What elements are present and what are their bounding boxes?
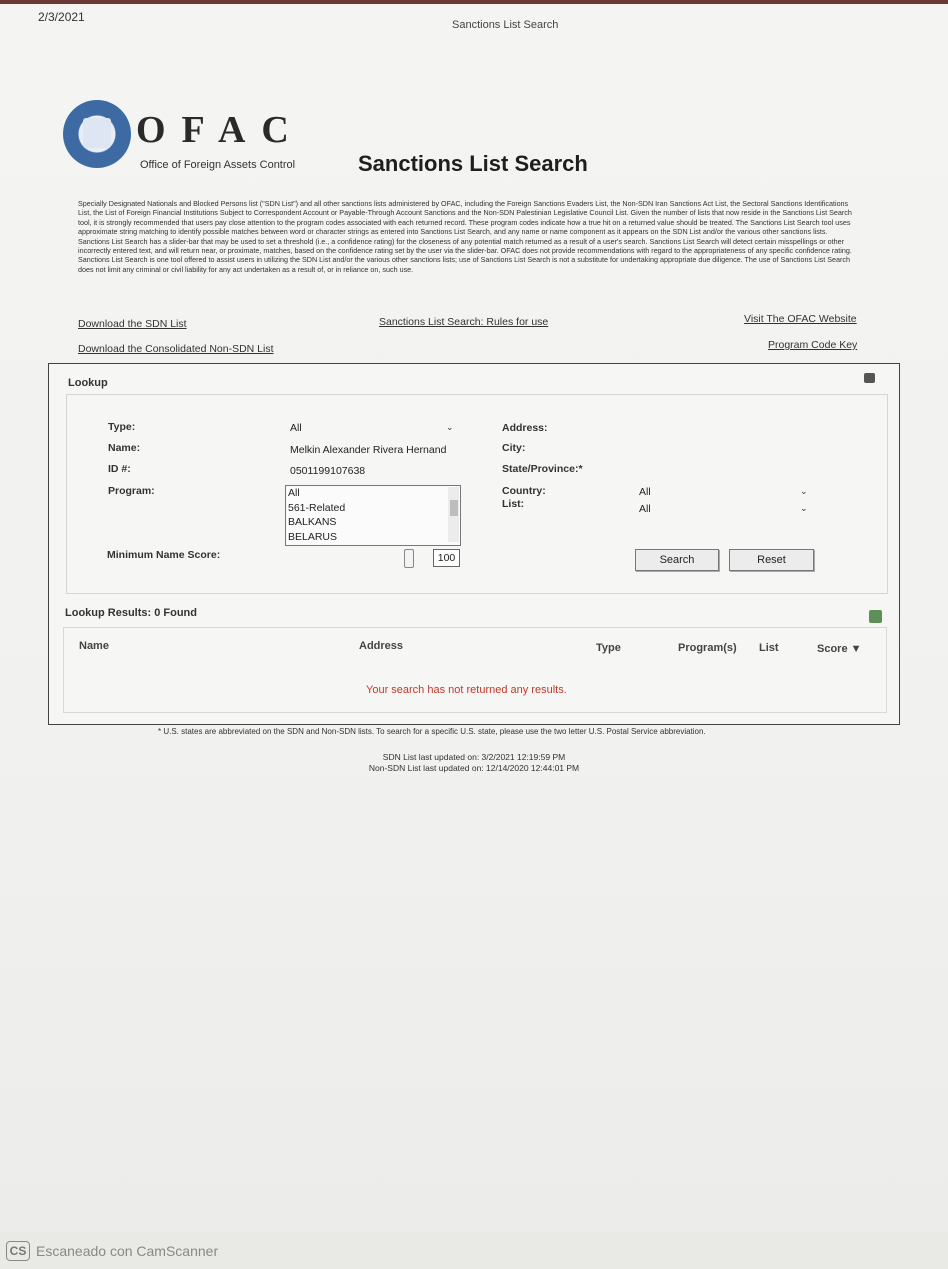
- print-date: 2/3/2021: [38, 10, 85, 24]
- program-listbox[interactable]: [285, 485, 461, 546]
- id-label: ID #:: [108, 463, 131, 475]
- program-option[interactable]: All: [288, 487, 300, 499]
- non-sdn-updated: Non-SDN List last updated on: 12/14/2020 12:44:01 PM: [368, 763, 580, 773]
- address-label: Address:: [502, 422, 548, 434]
- treasury-seal-icon: [63, 100, 131, 168]
- camscanner-logo: CS: [6, 1241, 30, 1261]
- program-option[interactable]: BELARUS: [288, 530, 338, 543]
- country-select[interactable]: All: [639, 486, 651, 498]
- list-select[interactable]: All: [639, 503, 651, 515]
- min-score-label: Minimum Name Score:: [107, 549, 221, 561]
- listbox-scroll-thumb[interactable]: [450, 500, 458, 516]
- no-results-message: Your search has not returned any results.: [366, 684, 567, 696]
- city-label: City:: [502, 442, 526, 454]
- export-excel-icon[interactable]: [869, 610, 882, 623]
- state-footnote: * U.S. states are abbreviated on the SDN and Non-SDN lists. To search for a specific U.S. state, please use the two letter U.S. Postal Service abbreviation.: [158, 727, 706, 736]
- type-label: Type:: [108, 421, 136, 433]
- score-slider-handle[interactable]: [404, 549, 414, 568]
- print-icon[interactable]: [864, 373, 875, 383]
- col-list[interactable]: List: [759, 642, 779, 654]
- sdn-updated: SDN List last updated on: 3/2/2021 12:19:59 PM: [382, 752, 566, 762]
- program-label: Program:: [108, 485, 155, 497]
- list-label: List:: [502, 498, 525, 510]
- col-programs[interactable]: Program(s): [678, 642, 737, 654]
- col-score[interactable]: Score ▼: [817, 643, 862, 655]
- col-address[interactable]: Address: [359, 640, 404, 652]
- col-name[interactable]: Name: [79, 640, 109, 652]
- type-select[interactable]: All: [290, 422, 302, 434]
- lookup-heading: Lookup: [68, 377, 108, 389]
- chevron-down-icon[interactable]: ⌄: [800, 486, 808, 496]
- chevron-down-icon[interactable]: ⌄: [446, 422, 454, 432]
- program-option[interactable]: 561-Related: [288, 501, 346, 514]
- search-button[interactable]: Search: [635, 549, 719, 571]
- download-sdn-link[interactable]: Download the SDN List: [78, 318, 187, 330]
- col-type[interactable]: Type: [596, 642, 621, 654]
- top-edge: [0, 0, 948, 4]
- program-code-key-link[interactable]: Program Code Key: [768, 339, 858, 351]
- page-title: Sanctions List Search: [358, 151, 588, 176]
- ofac-logo-text: OFAC: [136, 109, 305, 151]
- ofac-subtitle: Office of Foreign Assets Control: [140, 159, 296, 171]
- chevron-down-icon[interactable]: ⌄: [800, 503, 808, 513]
- name-label: Name:: [108, 442, 141, 454]
- rules-link[interactable]: Sanctions List Search: Rules for use: [379, 316, 549, 328]
- disclaimer-text: Specially Designated Nationals and Blocked Persons list ("SDN List") and all other sanctions lists administered by OFAC, including the Foreign Sanctions Evaders List, the Non-SDN Iran Sanctions Act List, the Sectoral Sanctions Identifications List, the List of Foreign Financial Institutions Subject to Correspondent Account or Payable-Through Account Sanctions and the Non-SDN Palestinian Legislative Council List. Given the number of lists that now reside in the Sanctions List Search tool, it is strongly recommended that users pay close attention to the program codes associated with each returned record. These program codes indicate how a true hit on a returned value should be treated. The Sanctions List Search tool uses approximate string matching to identify possible matches between word or character strings as entered into Sanctions List Search, and any name or name component as it appears on the SDN List and/or the various other sanctions lists. Sanctions List Search has a slider-bar that may be used to set a threshold (i.e., a confidence rating) for the closeness of any potential match returned as a result of a user's search. Sanctions List Search will detect certain misspellings or other incorrectly entered text, and will return near, or proximate, matches, based on the confidence rating set by the user via the slider-bar. OFAC does not provide recommendations with regard to the appropriateness of any specific confidence rating. Sanctions List Search is one tool offered to assist users in utilizing the SDN List and/or the various other sanctions lists; use of Sanctions List Search is not a substitute for undertaking appropriate due diligence. The use of Sanctions List Search does not limit any criminal or civil liability for any act undertaken as a result of, or in reliance on, such use.: [78, 199, 852, 274]
- results-heading: Lookup Results: 0 Found: [65, 607, 197, 619]
- camscanner-watermark: Escaneado con CamScanner: [36, 1243, 219, 1259]
- visit-ofac-link[interactable]: Visit The OFAC Website: [744, 313, 857, 325]
- reset-button[interactable]: Reset: [729, 549, 814, 571]
- score-input[interactable]: 100: [433, 549, 460, 567]
- print-page-title: Sanctions List Search: [452, 19, 559, 31]
- country-label: Country:: [502, 485, 546, 497]
- id-input[interactable]: 0501199107638: [290, 465, 366, 477]
- name-input[interactable]: Melkin Alexander Rivera Hernand: [290, 444, 447, 456]
- state-label: State/Province:*: [502, 463, 583, 475]
- results-table: [63, 627, 887, 713]
- program-option[interactable]: BALKANS: [288, 516, 337, 528]
- download-consolidated-link[interactable]: Download the Consolidated Non-SDN List: [78, 343, 274, 355]
